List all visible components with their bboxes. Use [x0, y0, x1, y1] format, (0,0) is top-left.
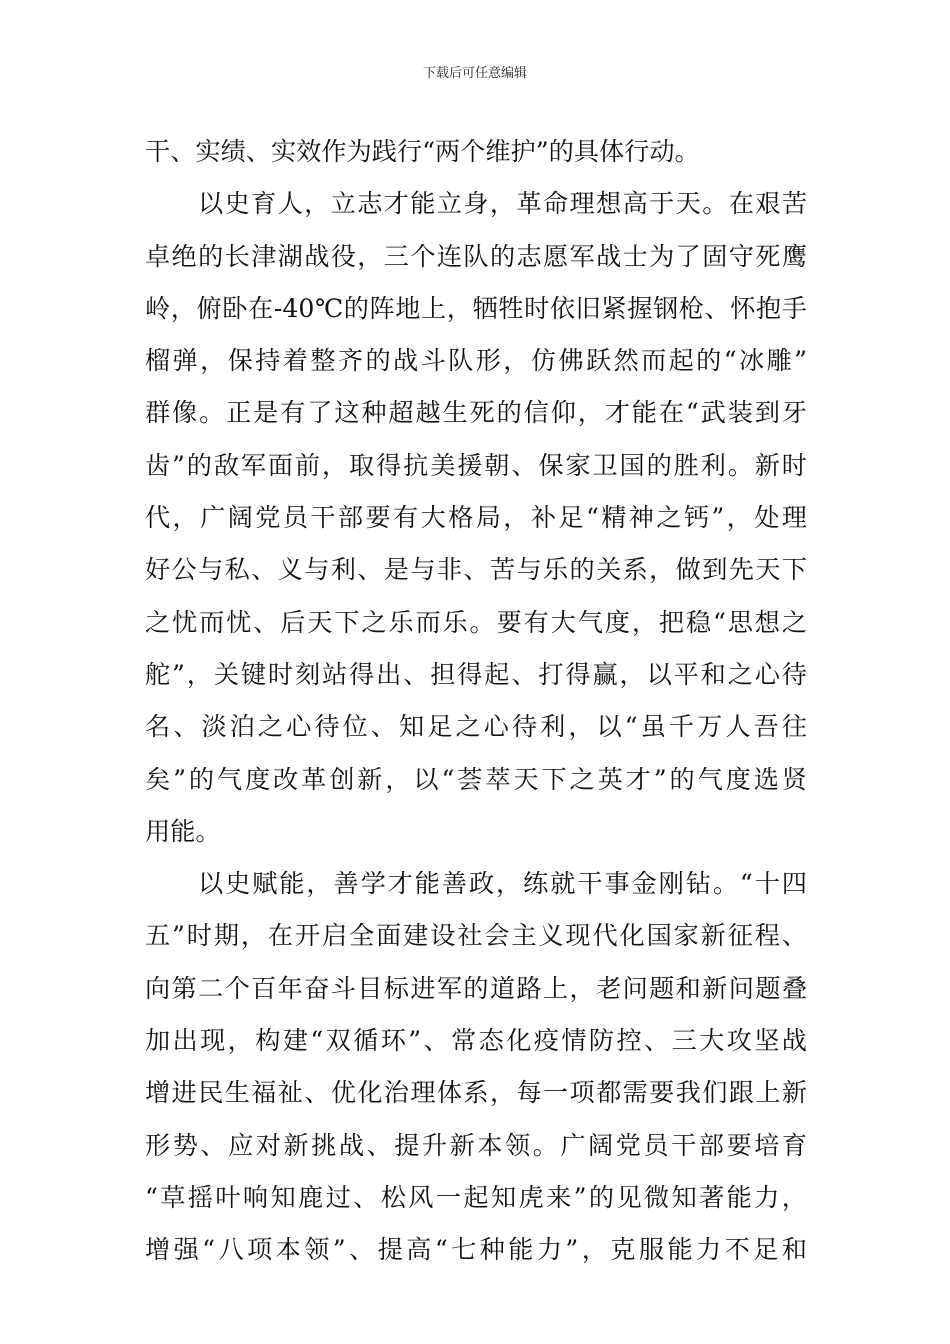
text-line: 以史育人，立志才能立身，革命理想高于天。在艰苦 — [198, 189, 807, 219]
text-line: 形势、应对新挑战、提升新本领。广阔党员干部要培育 — [145, 1130, 807, 1160]
text-line: 齿”的敌军面前，取得抗美援朝、保家卫国的胜利。新时 — [145, 450, 807, 480]
document-body — [145, 126, 807, 1277]
text-line: 岭，俯卧在-40℃的阵地上，牺牲时依旧紧握钢枪、怀抱手 — [145, 293, 807, 323]
text-line: 榴弹，保持着整齐的战斗队形，仿佛跃然而起的“冰雕” — [145, 346, 807, 376]
text-line: 名、淡泊之心待位、知足之心待利，以“虽千万人吾往 — [145, 712, 807, 742]
text-line: 卓绝的长津湖战役，三个连队的志愿军战士为了固守死鹰 — [145, 241, 807, 271]
text-line: 增进民生福祉、优化治理体系，每一项都需要我们跟上新 — [145, 1078, 807, 1108]
text-line: 用能。 — [145, 816, 221, 846]
page-header: 下载后可任意编辑 — [422, 66, 527, 81]
text-line: 舵”，关键时刻站得出、担得起、打得赢，以平和之心待 — [145, 659, 807, 689]
text-line: 加出现，构建“双循环”、常态化疫情防控、三大攻坚战 — [145, 1026, 807, 1056]
text-line: 代，广阔党员干部要有大格局，补足“精神之钙”，处理 — [145, 503, 807, 533]
text-line: 之忧而忧、后天下之乐而乐。要有大气度，把稳“思想之 — [145, 607, 807, 637]
text-line: 矣”的气度改革创新，以“荟萃天下之英才”的气度选贤 — [145, 764, 807, 794]
text-line: 群像。正是有了这种超越生死的信仰，才能在“武装到牙 — [145, 398, 807, 428]
text-line: 干、实绩、实效作为践行“两个维护”的具体行动。 — [145, 137, 700, 166]
text-line: 向第二个百年奋斗目标进军的道路上，老问题和新问题叠 — [145, 973, 807, 1003]
text-line: 好公与私、义与利、是与非、苦与乐的关系，做到先天下 — [145, 555, 807, 585]
text-line: 以史赋能，善学才能善政，练就干事金刚钻。“十四 — [198, 869, 807, 899]
text-line: 增强“八项本领”、提高“七种能力”，克服能力不足和 — [145, 1235, 807, 1265]
text-line: 五”时期，在开启全面建设社会主义现代化国家新征程、 — [145, 921, 807, 951]
text-line: “草摇叶响知鹿过、松风一起知虎来”的见微知著能力， — [145, 1182, 807, 1212]
